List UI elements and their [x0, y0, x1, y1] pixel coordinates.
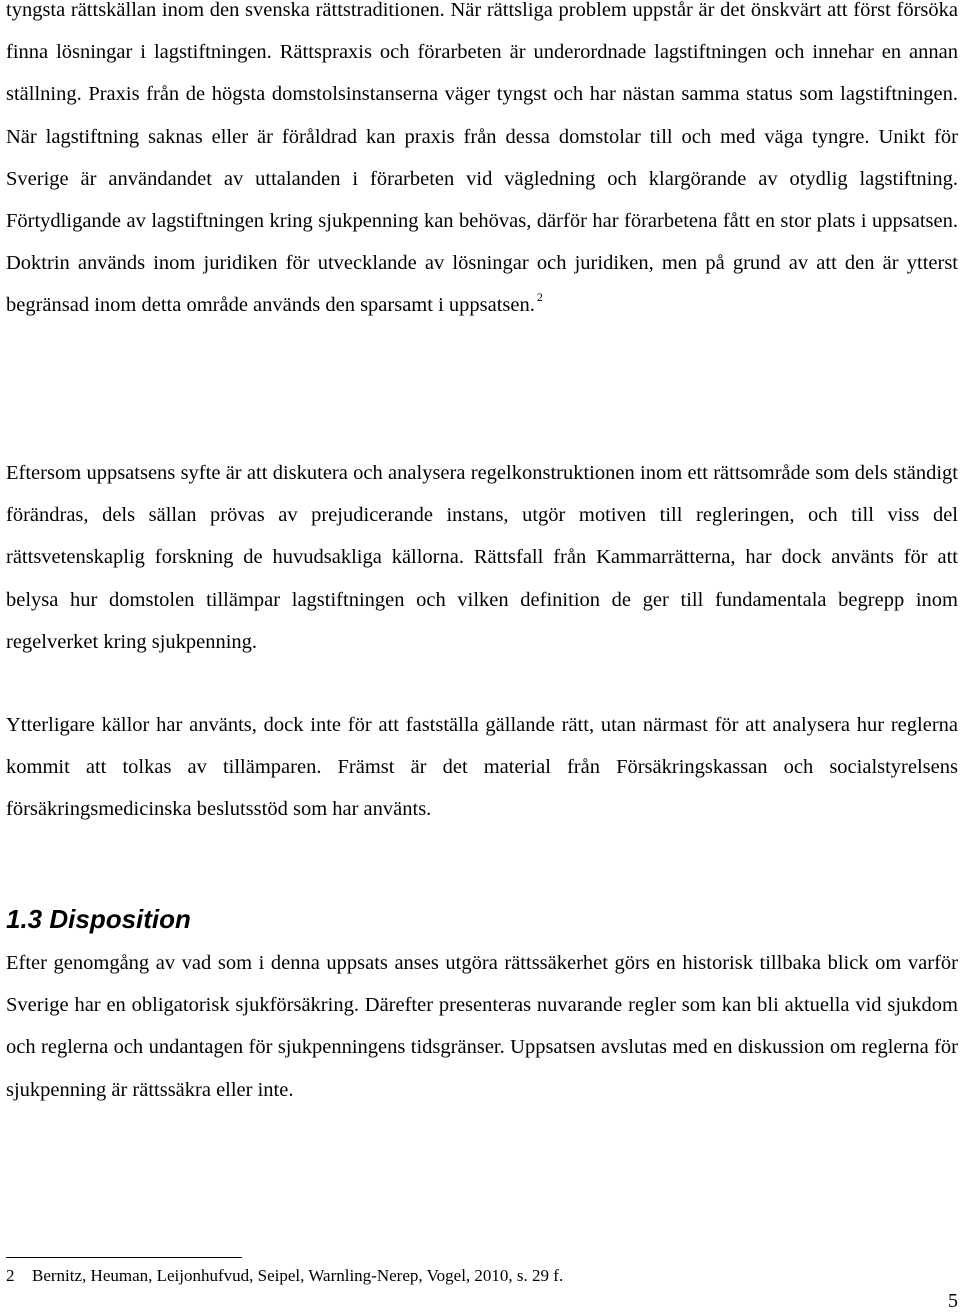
section-paragraph: Efter genomgång av vad som i denna uppsats anses utgöra rättssäkerhet görs en historisk tillbaka blick om varför Sverige har en obligatorisk sjukförsäkring. Därefter presenteras nuvarande regler som kan bli aktuella vid sjukdom och reglerna och undantagen för sjukpenningens tidsgränser. Uppsatsen avslutas med en diskussion om reglerna för sjukpenning är rättssäkra eller inte. — [6, 952, 958, 1101]
section-heading: 1.3 Disposition — [6, 904, 191, 934]
footnote-reference[interactable]: 2 — [536, 289, 543, 304]
footnote-divider — [6, 1257, 242, 1258]
paragraph-text: tyngsta rättskällan inom den svenska rättstraditionen. När rättsliga problem uppstår är det önskvärt att först försöka finna lösningar i lagstiftningen. Rättspraxis och förarbeten är underordnade lagstiftningen och innehar en annan ställning. Praxis från de högsta domstolsinstanserna väger tyngst och har nästan samma status som lagstiftningen. När lagstiftning saknas eller är föråldrad kan praxis från dessa domstolar till och med väga tyngre. Unikt för Sverige är användandet av uttalanden i förarbeten vid vägledning och klargörande av otydlig lagstiftning. Förtydligande av lagstiftningen kring sjukpenning kan behövas, därför har förarbetena fått en stor plats i uppsatsen. Doktrin används inom juridiken för utvecklande av lösningar och juridiken, men på grund av att den är ytterst begränsad inom detta område används den sparsamt i uppsatsen. — [6, 0, 958, 317]
body-paragraph-2: Eftersom uppsatsens syfte är att diskutera och analysera regelkonstruktionen inom ett rättsområde som dels ständigt förändras, dels sällan prövas av prejudicerande instans, utgör motiven till regleringen, och till viss del rättsvetenskaplig forskning de huvudsakliga källorna. Rättsfall från Kammarrätterna, har dock använts för att belysa hur domstolen tillämpar lagstiftningen och vilken definition de ger till fundamentala begrepp inom regelverket kring sjukpenning. — [6, 462, 958, 653]
footnote — [6, 1264, 563, 1288]
footnote-text: Bernitz, Heuman, Leijonhufvud, Seipel, Warnling-Nerep, Vogel, 2010, s. 29 f. — [32, 1266, 564, 1285]
body-paragraph-3: Ytterligare källor har använts, dock inte för att fastställa gällande rätt, utan närmast för att analysera hur reglerna kommit att tolkas av tillämparen. Främst är det material från Försäkringskassan och socialstyrelsens försäkringsmedicinska beslutsstöd som har använts. — [6, 714, 958, 821]
page-number: 5 — [948, 1290, 958, 1312]
body-paragraph-1 — [6, 0, 958, 327]
footnote-number: 2 — [6, 1266, 15, 1285]
